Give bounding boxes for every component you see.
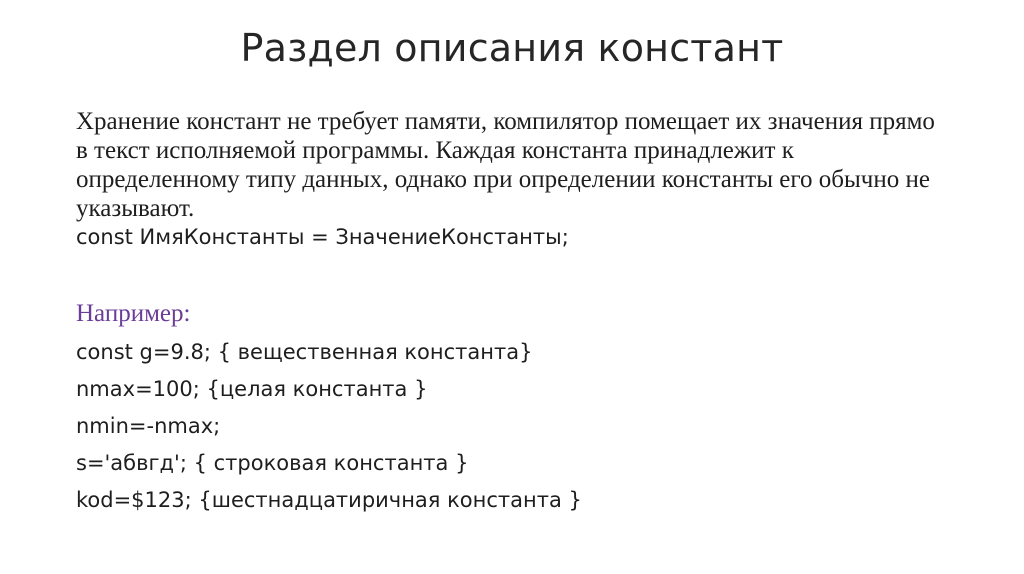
syntax-line: const ИмяКонстанты = ЗначениеКонстанты; [76, 225, 569, 249]
intro-paragraph: Хранение констант не требует памяти, компилятор помещает их значения прямо в текст исполняемой программы. Каждая константа принадлежит к определенному типу данных, однако при определении константы его обычно не указывают. [76, 108, 935, 222]
example-label: Например: [76, 300, 191, 327]
example-line: kod=$123; {шестнадцатиричная константа } [76, 488, 582, 512]
example-line: nmax=100; {целая константа } [76, 377, 428, 401]
slide-title: Раздел описания констант [240, 26, 784, 70]
example-line: const g=9.8; { вещественная константа} [76, 340, 533, 364]
example-line: nmin=-nmax; [76, 414, 221, 438]
example-line: s='абвгд'; { строковая константа } [76, 451, 469, 475]
